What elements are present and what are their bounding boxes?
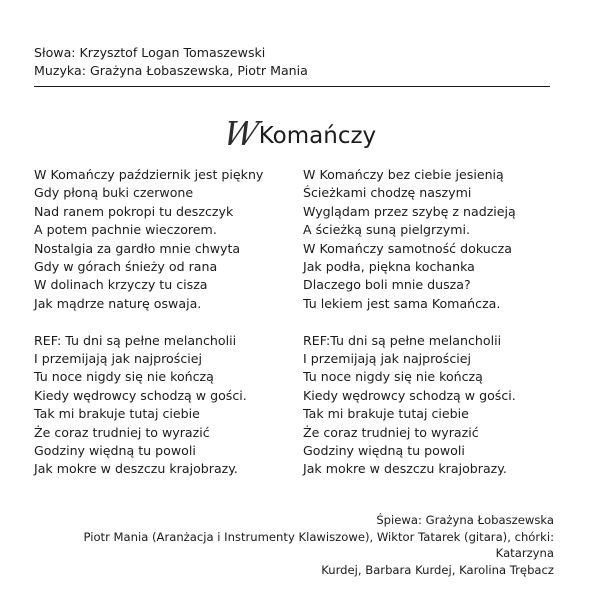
title-text: Komańczy [258,123,377,149]
lyric-line: Ścieżkami chodzę naszymi [303,185,472,201]
backing-vocals-credit: Kurdej, Barbara Kurdej, Karolina Trębacz [321,562,554,577]
performer-credits [34,512,554,578]
lyric-line: Kiedy wędrowcy schodzą w gości. [303,387,516,403]
lyric-line: Jak mokre w deszczu krajobrazy. [34,461,238,477]
lyric-line: A potem pachnie wieczorem. [34,222,217,238]
refrain-left [34,332,296,479]
composer-credit: Muzyka: Grażyna Łobaszewska, Piotr Mania [34,63,308,78]
lyric-line: Nostalgia za gardło mnie chwyta [34,240,241,256]
lyricist-credit: Słowa: Krzysztof Logan Tomaszewski [34,45,266,60]
lyric-line: REF: Tu dni są pełne melancholii [34,332,237,348]
lyric-line: Jak podła, piękna kochanka [303,259,475,275]
song-title [0,114,600,153]
verse-right [303,166,565,313]
verse-left [34,166,296,313]
lyric-line: Gdy płoną buki czerwone [34,185,194,201]
lyric-line: Tu noce nigdy się nie kończą [34,369,214,385]
lyric-line: W dolinach krzyczy tu cisza [34,277,208,293]
lyric-line: Dlaczego boli mnie dusza? [303,277,471,293]
lyric-line: Godziny więdną tu powoli [303,443,465,459]
song-credits [34,44,308,80]
vocalist-credit: Śpiewa: Grażyna Łobaszewska [376,513,554,527]
lyric-line: Godziny więdną tu powoli [34,443,196,459]
lyric-line: Tak mi brakuje tutaj ciebie [34,406,200,422]
lyric-line: I przemijają jak najprościej [34,351,202,367]
lyric-line: Że coraz trudniej to wyrazić [34,424,210,440]
lyric-line: Jak mokre w deszczu krajobrazy. [303,461,507,477]
lyrics-left-column [34,166,296,479]
lyric-line: A ścieżką suną pielgrzymi. [303,222,470,238]
lyric-line: Nad ranem pokropi tu deszczyk [34,203,234,219]
stanza-gap [34,313,296,331]
lyric-line: Wyglądam przez szybę z nadzieją [303,203,516,219]
musicians-credit: Piotr Mania (Aranżacja i Instrumenty Klawiszowe), Wiktor Tatarek (gitara), chórki: Katarzyna [83,529,554,560]
lyric-line: Gdy w górach śnieży od rana [34,259,218,275]
stanza-gap [303,313,565,331]
refrain-right [303,332,565,479]
lyric-line: W Komańczy październik jest piękny [34,167,264,182]
lyric-line: Tu lekiem jest sama Komańcza. [303,295,501,311]
lyric-line: Że coraz trudniej to wyrazić [303,424,479,440]
lyric-line: Tak mi brakuje tutaj ciebie [303,406,469,422]
decorative-initial: W [219,114,254,153]
lyric-line: Kiedy wędrowcy schodzą w gości. [34,387,247,403]
lyric-line: I przemijają jak najprościej [303,351,471,367]
lyrics-right-column [303,166,565,479]
lyric-line: Jak mądrze naturę oswaja. [34,295,202,311]
lyric-line: W Komańczy samotność dokucza [303,240,512,256]
lyric-line: Tu noce nigdy się nie kończą [303,369,483,385]
lyric-line: W Komańczy bez ciebie jesienią [303,167,504,182]
header-divider [34,86,550,87]
lyric-line: REF:Tu dni są pełne melancholii [303,332,502,348]
